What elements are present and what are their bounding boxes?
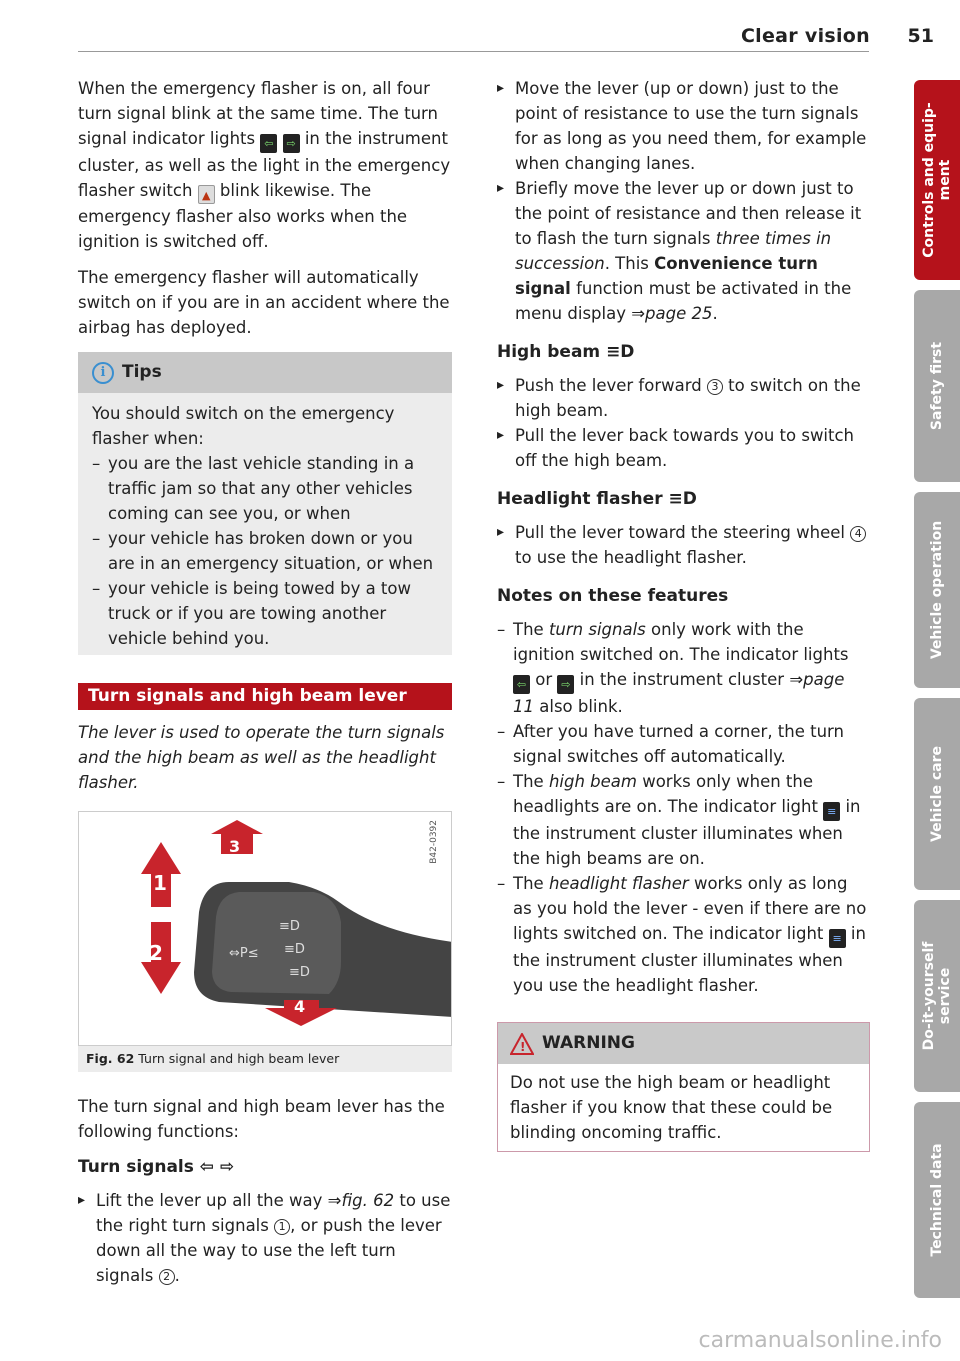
warning-header: [498, 1023, 869, 1064]
figure-code: B42-0392: [429, 820, 439, 864]
lever-symbols-beam-3: ≡D: [289, 965, 310, 980]
emergency-flasher-paragraph: When the emergency flasher is on, all four turn signal blink at the same time. The turn signal indicator lights ⇦ ⇨ in the instrument cluster, as well as the light in the emergency flasher switch ▲ blink likewise. The emergency flasher also works when the ignition is switched off.: [78, 79, 451, 251]
tips-body: [78, 393, 452, 655]
left-turn-indicator-icon: ⇦: [260, 134, 277, 153]
ref-arrow-icon: ⇒: [327, 1191, 342, 1210]
figure-caption: [78, 1046, 452, 1072]
warning-triangle-icon: [510, 1033, 534, 1055]
callout-ref-2: 2: [159, 1269, 175, 1285]
watermark: carmanualsonline.info: [698, 1328, 942, 1353]
header-rule: [78, 51, 869, 52]
figure-caption-label: Fig. 62: [86, 1051, 135, 1066]
note-item: – After you have turned a corner, the turn signal switches off automatically.: [497, 719, 870, 769]
functions-paragraph: The turn signal and high beam lever has the following functions:: [78, 1097, 445, 1141]
right-turn-indicator-icon: ⇨: [283, 134, 300, 153]
hazard-switch-icon: ▲: [198, 185, 215, 204]
section-intro: The lever is used to operate the turn signals and the high beam as well as the headlight flasher.: [78, 723, 445, 792]
figure-caption-text: Turn signal and high beam lever: [138, 1051, 340, 1066]
sidebar-tab-diy-service[interactable]: Do-it-yourself service: [914, 900, 960, 1092]
figure-reference-link[interactable]: fig. 62: [341, 1191, 395, 1210]
info-icon: i: [92, 362, 114, 384]
running-header-title: Clear vision: [740, 25, 870, 47]
callout-1: 1: [153, 871, 167, 895]
turn-signal-bullet-2: ▸ Briefly move the lever up or down just to the point of resistance and then release it to flash the turn signals three times in succession. This Convenience turn signal function must be activated in the menu display ⇒page 25.: [497, 176, 870, 326]
lever-symbols-turn: ⇔P≤: [229, 946, 259, 961]
tips-header: [78, 352, 452, 393]
left-column: [78, 76, 452, 1288]
turn-signals-heading: Turn signals ⇦ ⇨: [78, 1157, 235, 1177]
figure-62: [78, 811, 452, 1046]
high-beam-icon: ≡D: [606, 342, 635, 362]
sidebar-tab-vehicle-care[interactable]: Vehicle care: [914, 698, 960, 890]
right-column: [497, 76, 870, 1152]
warning-box: [497, 1022, 870, 1152]
section-title-bar: Turn signals and high beam lever: [78, 683, 452, 710]
lever-end: [212, 892, 341, 994]
sidebar-tab-technical-data[interactable]: Technical data: [914, 1102, 960, 1298]
warning-title: WARNING: [542, 1033, 635, 1053]
high-beam-indicator-icon: ≡: [829, 929, 846, 948]
sidebar-tab-safety[interactable]: Safety first: [914, 290, 960, 482]
high-beam-bullet-2: ▸ Pull the lever back towards you to switch off the high beam.: [497, 423, 870, 473]
turn-signal-bullet-1: ▸ Move the lever (up or down) just to the point of resistance to use the turn signals for as long as you need them, for example when changing lanes.: [497, 76, 870, 176]
page-number: 51: [907, 25, 934, 47]
turn-signals-bullet: ▸ Lift the lever up all the way ⇒fig. 62 to use the right turn signals 1 , or push the lever down all the way to use the left turn signals 2 .: [78, 1188, 452, 1288]
callout-ref-1: 1: [274, 1219, 290, 1235]
page-11-link[interactable]: page 11: [513, 670, 845, 716]
tips-intro: You should switch on the emergency flasher when:: [92, 404, 395, 448]
ref-arrow-icon: ⇒: [631, 304, 646, 323]
left-turn-indicator-icon: ⇦: [513, 675, 530, 694]
notes-heading: Notes on these features: [497, 586, 729, 606]
turn-arrows-icon: ⇦ ⇨: [199, 1157, 235, 1177]
sidebar-tab-controls[interactable]: Controls and equip- ment: [914, 80, 960, 280]
callout-4: 4: [294, 997, 306, 1016]
headlight-flasher-icon: ≡D: [668, 489, 697, 509]
page-25-link[interactable]: page 25: [645, 304, 713, 323]
sidebar-tab-vehicle-operation[interactable]: Vehicle operation: [914, 492, 960, 688]
tips-item: – you are the last vehicle standing in a traffic jam so that any other vehicles coming can see you, or when: [92, 451, 438, 526]
callout-ref-4: 4: [850, 526, 866, 542]
warning-text: Do not use the high beam or headlight flasher if you know that these could be blinding oncoming traffic.: [510, 1073, 833, 1142]
high-beam-indicator-icon: ≡: [823, 802, 840, 821]
note-item: – The headlight flasher works only as long as you hold the lever - even if there are no lights switched on. The indicator light ≡ in the instrument cluster illuminates when you use the headlight flasher.: [497, 871, 870, 998]
headlight-flasher-bullet: ▸ Pull the lever toward the steering wheel 4 to use the headlight flasher.: [497, 520, 870, 570]
note-item: – The high beam works only when the headlights are on. The indicator light ≡ in the instrument cluster illuminates when the high beams are on.: [497, 769, 870, 871]
tips-item: – your vehicle is being towed by a tow truck or if you are towing another vehicle behind you.: [92, 576, 438, 651]
tips-item: – your vehicle has broken down or you are in an emergency situation, or when: [92, 526, 438, 576]
right-turn-indicator-icon: ⇨: [557, 675, 574, 694]
high-beam-heading: High beam ≡D: [497, 342, 635, 362]
lever-symbols-beam-1: ≡D: [279, 919, 300, 934]
tips-box: [78, 352, 452, 655]
callout-ref-3: 3: [707, 379, 723, 395]
airbag-paragraph: The emergency flasher will automatically switch on if you are in an accident where the airbag has deployed.: [78, 268, 450, 337]
turn-signal-lever-illustration: [79, 812, 452, 1046]
high-beam-bullet-1: ▸ Push the lever forward 3 to switch on the high beam.: [497, 373, 870, 423]
note-item: – The turn signals only work with the ignition switched on. The indicator lights ⇦ or ⇨ in the instrument cluster ⇒page 11 also blink.: [497, 617, 870, 719]
ref-arrow-icon: ⇒: [789, 670, 804, 689]
lever-symbols-beam-2: ≡D: [284, 942, 305, 957]
svg-text:!: !: [520, 1039, 526, 1054]
headlight-flasher-heading: Headlight flasher ≡D: [497, 489, 697, 509]
callout-2: 2: [149, 941, 163, 965]
tips-title: Tips: [122, 362, 162, 382]
callout-3: 3: [229, 837, 241, 856]
